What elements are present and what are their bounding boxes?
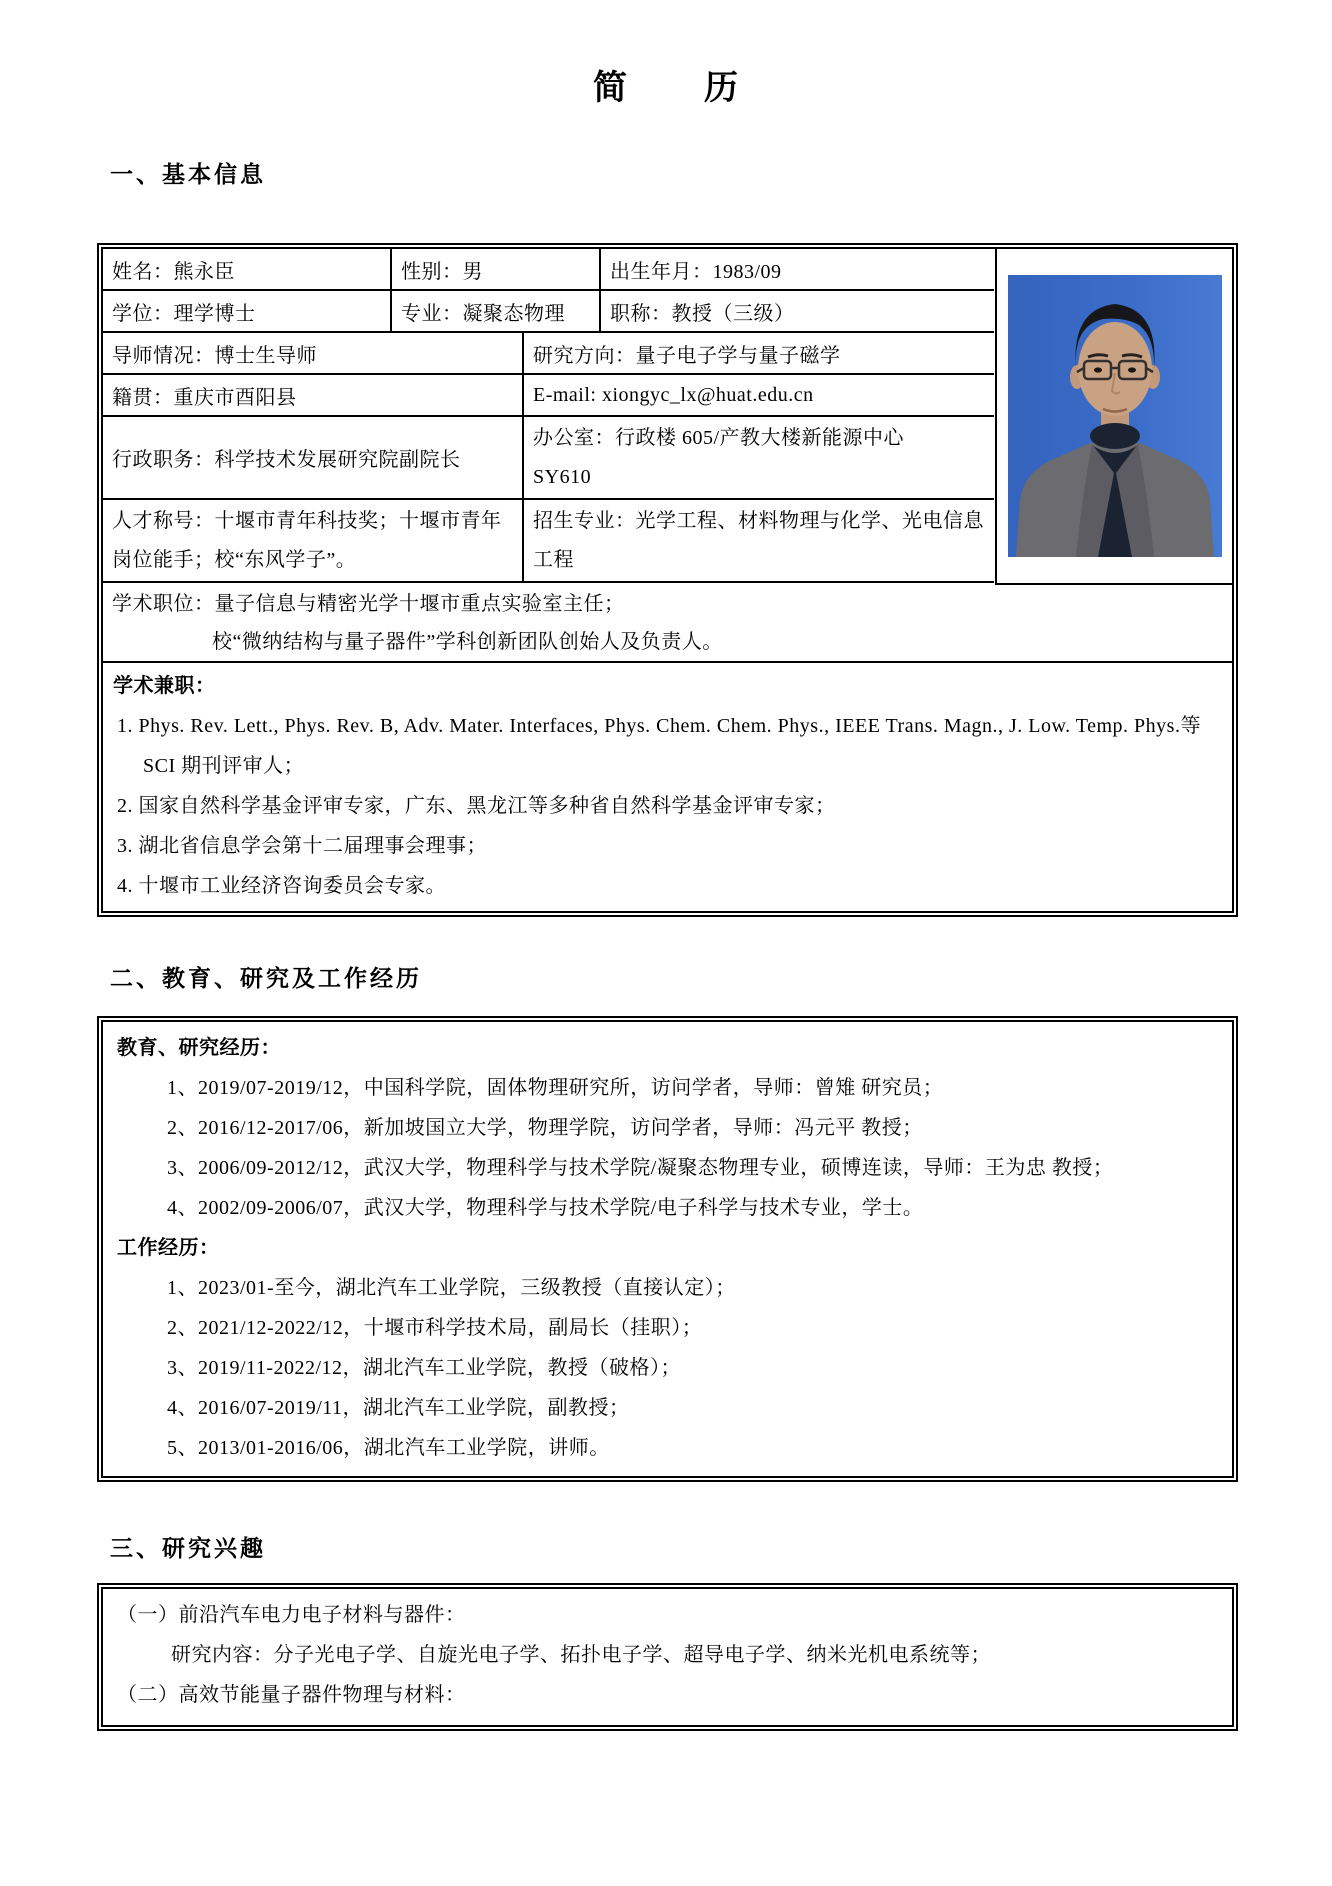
portrait-photo [1008,275,1222,557]
office-line-2: SY610 [533,466,592,488]
table-row [103,500,994,583]
parttime-header: 学术兼职： [113,675,216,697]
cell-office [522,417,994,498]
photo-cell [995,249,1232,585]
work-header: 工作经历： [117,1237,220,1259]
cell-talent-titles: 人才称号：十堰市青年科技奖；十堰市青年岗位能手；校“东风学子”。 [112,510,502,571]
academic-position-line-2: 校“微纳结构与量子器件”学科创新团队创始人及负责人。 [212,631,723,653]
work-item: 2、2021/12-2022/12，十堰市科学技术局，副局长（挂职）； [167,1317,703,1339]
cell-major: 专业：凝聚态物理 [390,291,599,331]
cell-gender: 性别：男 [390,249,599,289]
interest-item-2: （二）高效节能量子器件物理与材料： [117,1684,466,1706]
cell-email: E-mail: xiongyc_lx@huat.edu.cn [522,375,994,415]
table-row [103,249,994,291]
eye-left [1094,367,1102,372]
parttime-item: 4. 十堰市工业经济咨询委员会专家。 [117,875,446,897]
edu-item: 1、2019/07-2019/12，中国科学院，固体物理研究所，访问学者，导师：曾雉 研究员； [167,1077,944,1099]
interest-item-1-detail: 研究内容：分子光电子学、自旋光电子学、拓扑电子学、超导电子学、纳米光机电系统等； [171,1644,991,1666]
page-title [0,60,1332,109]
section-heading-basic-info: 一、基本信息 [110,162,266,187]
parttime-item: 1. Phys. Rev. Lett., Phys. Rev. B, Adv. Mater. Interfaces, Phys. Chem. Chem. Phys., IEEE Trans. Magn., J. Low. Temp. Phys.等 SCI 期刊评审人； [117,715,1201,777]
cell-professional-title: 职称：教授（三级） [599,291,994,331]
title-char-1: 简 [593,70,628,107]
work-item: 3、2019/11-2022/12，湖北汽车工业学院，教授（破格）； [167,1357,682,1379]
office-line-1: 办公室：行政楼 605/产教大楼新能源中心 [533,427,905,449]
parttime-item: 2. 国家自然科学基金评审专家，广东、黑龙江等多种省自然科学基金评审专家； [117,795,836,817]
turtleneck-collar [1090,423,1140,449]
title-char-2: 历 [704,70,739,107]
cell-name: 姓名：熊永臣 [112,260,235,283]
section-heading-experience: 二、教育、研究及工作经历 [110,966,422,991]
basic-info-table [97,243,1238,917]
experience-box [97,1016,1238,1482]
edu-item: 4、2002/09-2006/07，武汉大学，物理科学与技术学院/电子科学与技术专业，学士。 [167,1197,924,1219]
work-item: 1、2023/01-至今，湖北汽车工业学院，三级教授（直接认定）； [167,1277,736,1299]
table-row [103,375,994,417]
cell-birth-date: 出生年月：1983/09 [599,249,994,289]
interests-box [97,1583,1238,1731]
cell-admin-position: 行政职务：科学技术发展研究院副院长 [112,449,461,471]
basic-info-left-rows [103,249,994,583]
education-header: 教育、研究经历： [117,1037,281,1059]
interest-item-1: （一）前沿汽车电力电子材料与器件： [117,1604,466,1626]
cell-research-direction: 研究方向：量子电子学与量子磁学 [522,333,994,373]
academic-parttime-row [103,663,1232,911]
table-row [103,291,994,333]
cell-enrollment-majors: 招生专业：光学工程、材料物理与化学、光电信息工程 [522,500,994,581]
academic-position-row [103,583,1232,663]
edu-item: 2、2016/12-2017/06，新加坡国立大学，物理学院，访问学者，导师：冯元平 教授； [167,1117,923,1139]
cell-degree: 学位：理学博士 [112,302,256,325]
cell-hometown: 籍贯：重庆市酉阳县 [112,386,297,409]
cell-advisor-status: 导师情况：博士生导师 [112,344,317,367]
table-row [103,417,994,500]
work-item: 5、2013/01-2016/06，湖北汽车工业学院，讲师。 [167,1437,610,1459]
academic-position-line-1: 学术职位：量子信息与精密光学十堰市重点实验室主任； [112,593,625,615]
table-row [103,333,994,375]
edu-item: 3、2006/09-2012/12，武汉大学，物理科学与技术学院/凝聚态物理专业，硕博连读，导师：王为忠 教授； [167,1157,1114,1179]
section-heading-interests: 三、研究兴趣 [110,1536,266,1561]
parttime-item: 3. 湖北省信息学会第十二届理事会理事； [117,835,487,857]
work-item: 4、2016/07-2019/11，湖北汽车工业学院，副教授； [167,1397,630,1419]
eye-right [1128,367,1136,372]
